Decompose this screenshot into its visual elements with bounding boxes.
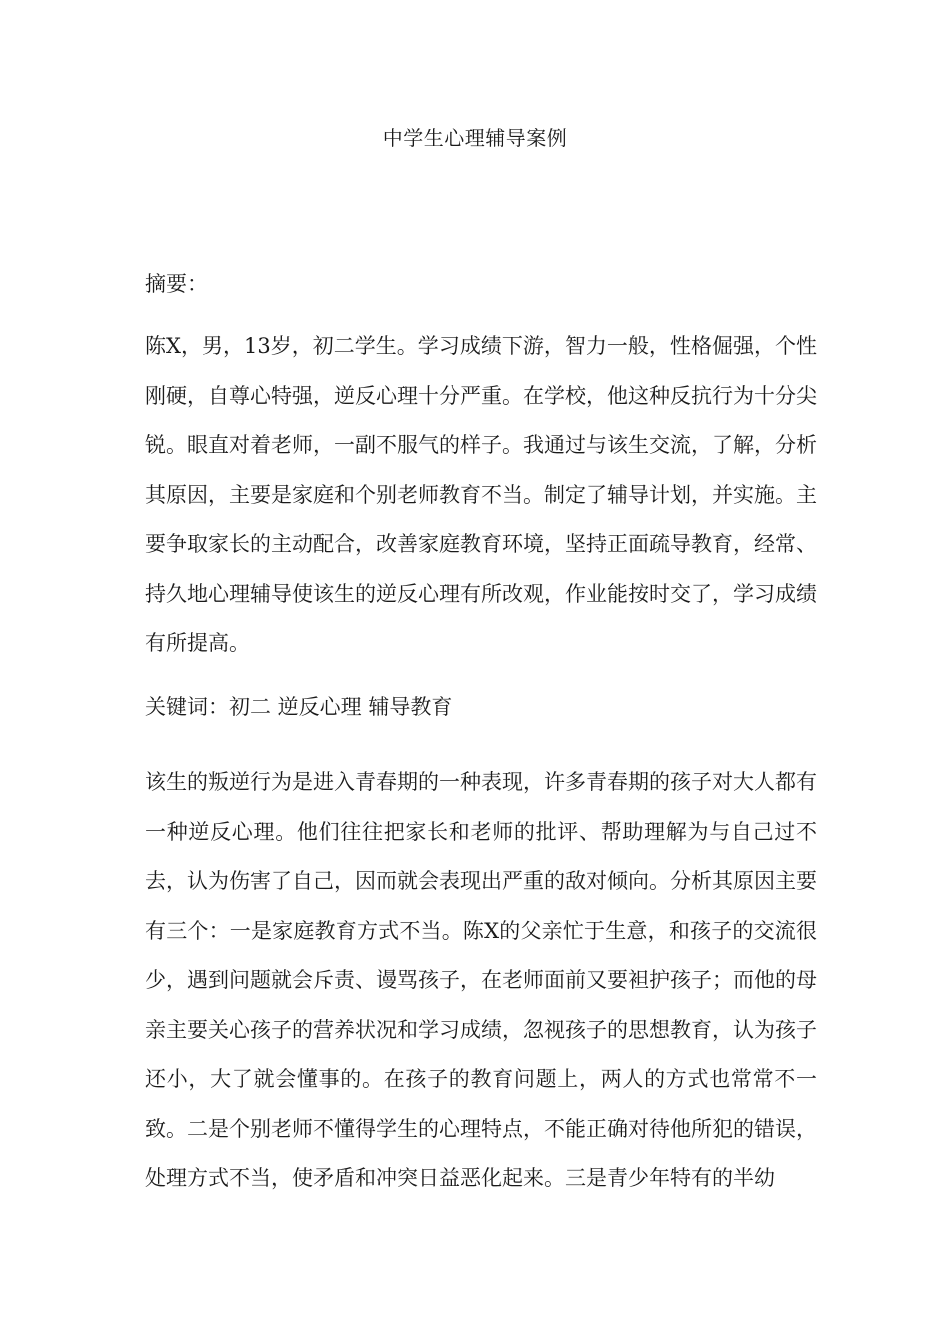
keywords-line: 关键词：初二 逆反心理 辅导教育 (145, 695, 453, 719)
abstract-paragraph: 陈X，男，13岁，初二学生。学习成绩下游，智力一般，性格倔强，个性刚硬，自尊心特强，逆反心理十分严重。在学校，他这种反抗行为十分尖锐。眼直对着老师，一副不服气的样子。我通过与该生交流，了解，分析其原因，主要是家庭和个别老师教育不当。制定了辅导计划，并实施。主要争取家长的主动配合，改善家庭教育环境，坚持正面疏导教育，经常、持久地心理辅导使该生的逆反心理有所改观，作业能按时交了，学习成绩有所提高。 (145, 334, 817, 655)
summary-label: 摘要： (145, 272, 208, 296)
analysis-paragraph: 该生的叛逆行为是进入青春期的一种表现，许多青春期的孩子对大人都有一种逆反心理。他们往往把家长和老师的批评、帮助理解为与自己过不去，认为伤害了自己，因而就会表现出严重的敌对倾向。分析其原因主要有三个：一是家庭教育方式不当。陈X的父亲忙于生意，和孩子的交流很少，遇到问题就会斥责、谩骂孩子，在老师面前又要袒护孩子；而他的母亲主要关心孩子的营养状况和学习成绩，忽视孩子的思想教育，认为孩子还小，大了就会懂事的。在孩子的教育问题上，两人的方式也常常不一致。二是个别老师不懂得学生的心理特点，不能正确对待他所犯的错误，处理方式不当，使矛盾和冲突日益恶化起来。三是青少年特有的半幼 (145, 770, 817, 1190)
document-title: 中学生心理辅导案例 (382, 126, 568, 150)
